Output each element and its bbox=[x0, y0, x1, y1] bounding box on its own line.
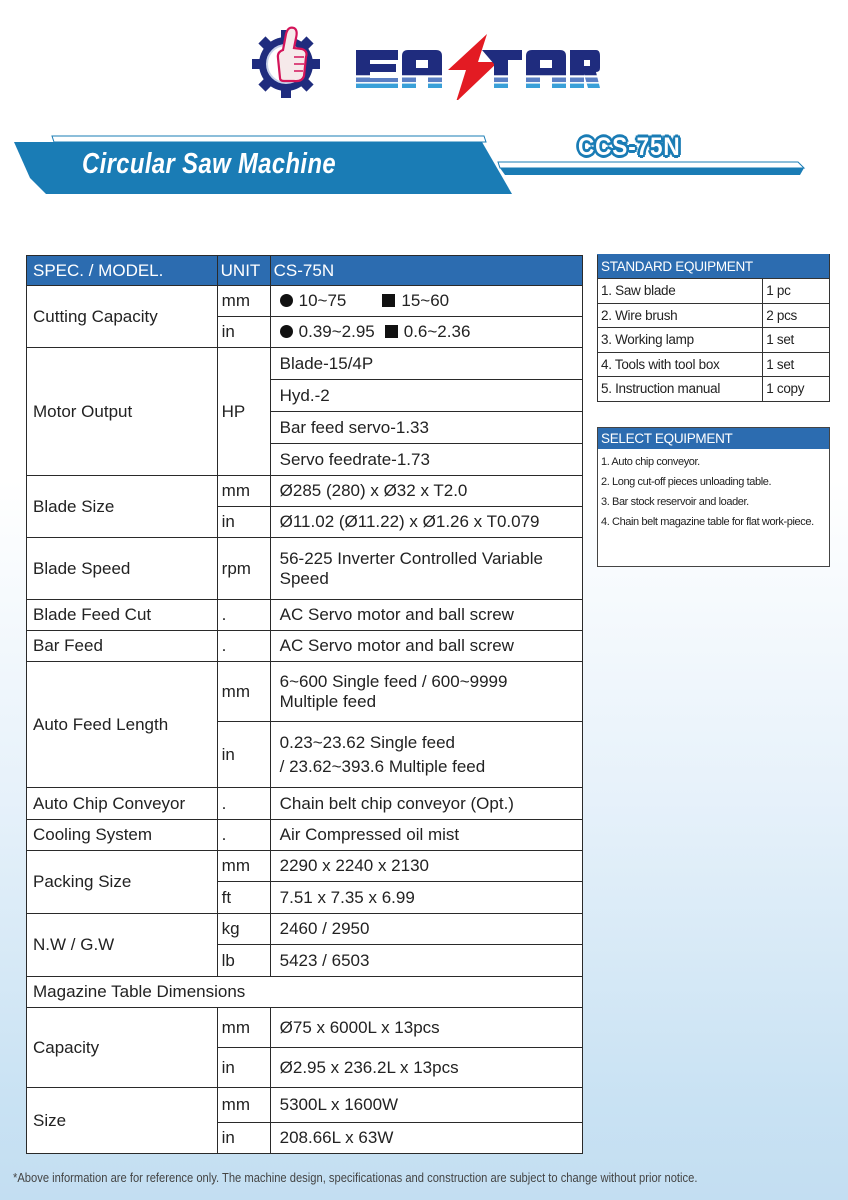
select-equipment-title: SELECT EQUIPMENT bbox=[598, 428, 829, 449]
table-row bbox=[27, 851, 583, 882]
list-item: 4. Chain belt magazine table for flat work-piece. bbox=[601, 516, 814, 528]
select-equipment-list bbox=[598, 449, 829, 529]
standard-equipment-table bbox=[597, 254, 830, 402]
value-cell: AC Servo motor and ball screw bbox=[270, 631, 582, 662]
equipment-name: 5. Instruction manual bbox=[598, 377, 763, 402]
value-cell: Servo feedrate-1.73 bbox=[270, 444, 582, 476]
value-cell: Hyd.-2 bbox=[270, 380, 582, 412]
standard-equipment-title: STANDARD EQUIPMENT bbox=[598, 255, 830, 279]
spec-label: Auto Feed Length bbox=[27, 662, 218, 788]
unit-cell: . bbox=[217, 631, 270, 662]
list-item bbox=[598, 279, 830, 304]
section-label: Magazine Table Dimensions bbox=[27, 977, 583, 1008]
spec-label: Blade Speed bbox=[27, 538, 218, 600]
value-cell: 5300L x 1600W bbox=[270, 1088, 582, 1123]
table-row bbox=[27, 631, 583, 662]
table-row bbox=[27, 1008, 583, 1048]
spec-label: Size bbox=[27, 1088, 218, 1154]
value-cell: 2290 x 2240 x 2130 bbox=[270, 851, 582, 882]
unit-cell: mm bbox=[217, 1088, 270, 1123]
unit-cell: HP bbox=[217, 348, 270, 476]
table-row bbox=[27, 348, 583, 380]
equipment-qty: 1 set bbox=[763, 328, 830, 353]
value-cell bbox=[270, 662, 582, 722]
equipment-qty: 2 pcs bbox=[763, 303, 830, 328]
unit-cell: mm bbox=[217, 851, 270, 882]
square-icon bbox=[382, 294, 395, 307]
round-value: 10~75 bbox=[298, 291, 347, 310]
equipment-qty: 1 copy bbox=[763, 377, 830, 402]
list-item: 3. Bar stock reservoir and loader. bbox=[601, 496, 749, 508]
value-cell: 56-225 Inverter Controlled Variable Speed bbox=[270, 538, 582, 600]
spec-label: Capacity bbox=[27, 1008, 218, 1088]
spec-label: Packing Size bbox=[27, 851, 218, 914]
value-cell: Ø11.02 (Ø11.22) x Ø1.26 x T0.079 bbox=[270, 507, 582, 538]
value-cell bbox=[270, 317, 582, 348]
equipment-qty: 1 set bbox=[763, 352, 830, 377]
table-row bbox=[27, 662, 583, 722]
unit-cell: kg bbox=[217, 914, 270, 945]
table-section-row bbox=[27, 977, 583, 1008]
value-cell: Ø285 (280) x Ø32 x T2.0 bbox=[270, 476, 582, 507]
circle-icon bbox=[280, 325, 293, 338]
unit-cell: . bbox=[217, 788, 270, 820]
round-value: 0.39~2.95 bbox=[298, 322, 375, 341]
value-cell: AC Servo motor and ball screw bbox=[270, 600, 582, 631]
value-cell bbox=[270, 286, 582, 317]
unit-cell: mm bbox=[217, 1008, 270, 1048]
unit-cell: in bbox=[217, 1123, 270, 1154]
table-row bbox=[27, 476, 583, 507]
unit-cell: in bbox=[217, 722, 270, 788]
value-cell: Ø75 x 6000L x 13pcs bbox=[270, 1008, 582, 1048]
equipment-name: 4. Tools with tool box bbox=[598, 352, 763, 377]
spec-label: Cutting Capacity bbox=[27, 286, 218, 348]
value-cell: 5423 / 6503 bbox=[270, 945, 582, 977]
value-cell: Blade-15/4P bbox=[270, 348, 582, 380]
value-cell: 2460 / 2950 bbox=[270, 914, 582, 945]
value-cell: 208.66L x 63W bbox=[270, 1123, 582, 1154]
value-line: Multiple feed bbox=[279, 691, 377, 711]
list-item: 1. Auto chip conveyor. bbox=[601, 456, 700, 468]
unit-cell: in bbox=[217, 317, 270, 348]
value-line: 0.23~23.62 Single feed bbox=[279, 732, 455, 752]
value-cell: Air Compressed oil mist bbox=[270, 820, 582, 851]
list-item: 2. Long cut-off pieces unloading table. bbox=[601, 476, 772, 488]
list-item bbox=[598, 377, 830, 402]
unit-cell: mm bbox=[217, 476, 270, 507]
value-cell: 7.51 x 7.35 x 6.99 bbox=[270, 882, 582, 914]
table-row bbox=[27, 914, 583, 945]
spec-label: Cooling System bbox=[27, 820, 218, 851]
thumbs-up-gear-icon bbox=[252, 28, 320, 98]
unit-cell: mm bbox=[217, 662, 270, 722]
list-item bbox=[598, 352, 830, 377]
table-row bbox=[27, 820, 583, 851]
value-cell bbox=[270, 722, 582, 788]
table-row bbox=[27, 1088, 583, 1123]
value-line: / 23.62~393.6 Multiple feed bbox=[279, 756, 486, 776]
eastar-logo bbox=[250, 24, 600, 100]
unit-cell: . bbox=[217, 820, 270, 851]
equipment-name: 2. Wire brush bbox=[598, 303, 763, 328]
value-cell: Bar feed servo-1.33 bbox=[270, 412, 582, 444]
unit-cell: ft bbox=[217, 882, 270, 914]
list-item bbox=[598, 328, 830, 353]
table-header-row bbox=[27, 256, 583, 286]
value-cell: Ø2.95 x 236.2L x 13pcs bbox=[270, 1048, 582, 1088]
table-row bbox=[27, 788, 583, 820]
unit-cell: in bbox=[217, 507, 270, 538]
spec-label: N.W / G.W bbox=[27, 914, 218, 977]
model-badge: CCS-75N bbox=[578, 133, 681, 161]
equipment-name: 3. Working lamp bbox=[598, 328, 763, 353]
unit-cell: . bbox=[217, 600, 270, 631]
header-unit: UNIT bbox=[217, 256, 270, 286]
table-row bbox=[27, 286, 583, 317]
select-equipment-box bbox=[597, 427, 830, 567]
header-model: CS-75N bbox=[270, 256, 582, 286]
square-value: 0.6~2.36 bbox=[403, 322, 471, 341]
unit-cell: mm bbox=[217, 286, 270, 317]
header-spec: SPEC. / MODEL. bbox=[27, 256, 218, 286]
unit-cell: in bbox=[217, 1048, 270, 1088]
equipment-qty: 1 pc bbox=[763, 279, 830, 304]
square-icon bbox=[385, 325, 398, 338]
spec-label: Auto Chip Conveyor bbox=[27, 788, 218, 820]
spec-label: Blade Feed Cut bbox=[27, 600, 218, 631]
spec-label: Blade Size bbox=[27, 476, 218, 538]
square-value: 15~60 bbox=[401, 291, 450, 310]
unit-cell: rpm bbox=[217, 538, 270, 600]
equipment-name: 1. Saw blade bbox=[598, 279, 763, 304]
table-row bbox=[27, 600, 583, 631]
eastar-wordmark bbox=[356, 34, 600, 100]
spec-label: Bar Feed bbox=[27, 631, 218, 662]
value-cell: Chain belt chip conveyor (Opt.) bbox=[270, 788, 582, 820]
unit-cell: lb bbox=[217, 945, 270, 977]
circle-icon bbox=[280, 294, 293, 307]
spec-label: Motor Output bbox=[27, 348, 218, 476]
spec-table bbox=[26, 255, 583, 1154]
disclaimer-footnote: *Above information are for reference only. The machine design, specificationas and construction are subject to change without prior notice. bbox=[13, 1170, 698, 1185]
value-line: 6~600 Single feed / 600~9999 bbox=[279, 671, 508, 691]
list-item bbox=[598, 303, 830, 328]
table-row bbox=[27, 538, 583, 600]
product-title: Circular Saw Machine bbox=[82, 148, 337, 180]
